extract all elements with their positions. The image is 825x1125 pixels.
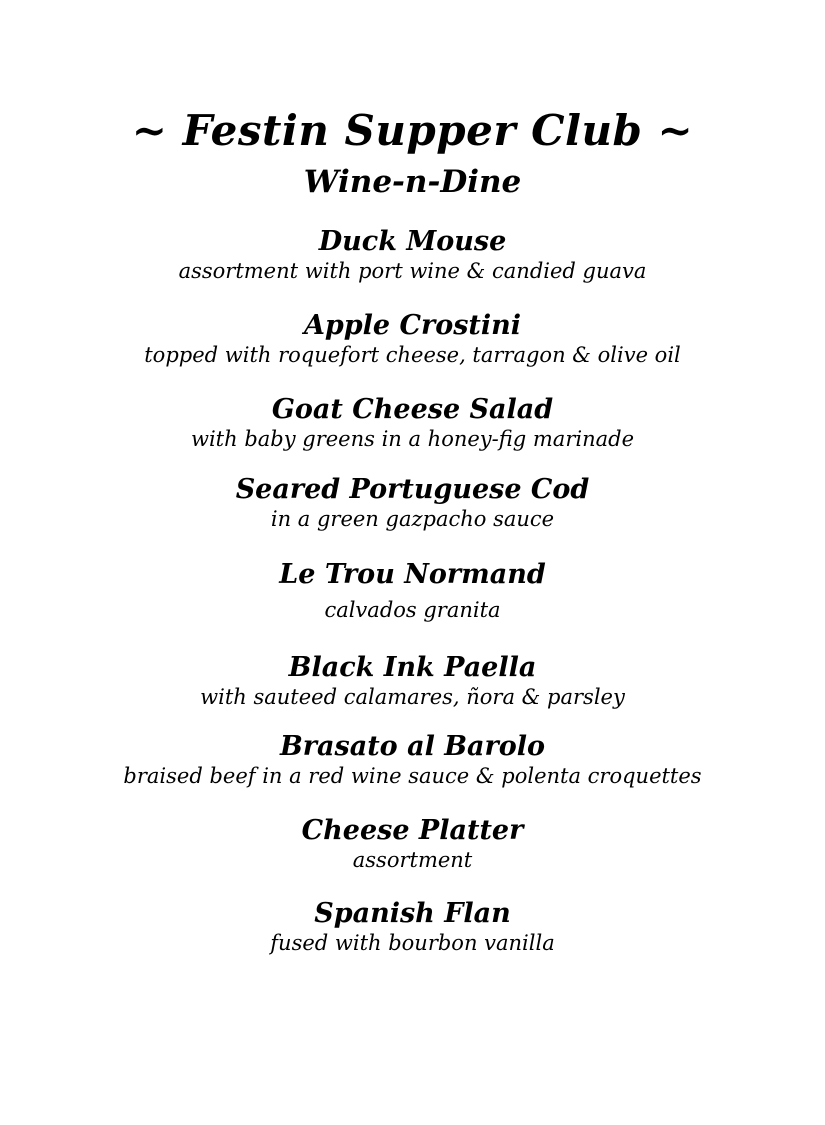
dish-name: Le Trou Normand	[279, 559, 546, 590]
dish-name: Goat Cheese Salad	[271, 394, 554, 425]
menu-item-brasato-al-barolo	[0, 731, 825, 789]
menu-item-spanish-flan	[0, 898, 825, 956]
dish-description: braised beef in a red wine sauce & polenta croquettes	[123, 764, 702, 788]
dish-description: fused with bourbon vanilla	[270, 931, 555, 955]
menu-subtitle: Wine-n-Dine	[303, 164, 522, 200]
dish-description: assortment with port wine & candied guava	[178, 259, 647, 283]
dish-description: with baby greens in a honey-fig marinade	[190, 427, 634, 451]
dish-name: Apple Crostini	[303, 310, 522, 341]
dish-description: assortment	[352, 848, 473, 872]
menu-item-cheese-platter	[0, 815, 825, 873]
dish-name: Brasato al Barolo	[279, 731, 546, 762]
dish-description: with sauteed calamares, ñora & parsley	[200, 685, 625, 709]
menu-item-duck-mouse	[0, 226, 825, 284]
menu-item-seared-portuguese-cod	[0, 474, 825, 532]
menu-item-black-ink-paella	[0, 652, 825, 710]
dish-description: topped with roquefort cheese, tarragon & olive oil	[144, 343, 681, 367]
menu-title: ~ Festin Supper Club ~	[131, 106, 694, 155]
dish-name: Seared Portuguese Cod	[235, 474, 590, 505]
dish-name: Black Ink Paella	[288, 652, 537, 683]
menu-item-goat-cheese-salad	[0, 394, 825, 452]
dish-name: Duck Mouse	[318, 226, 507, 257]
dish-description: calvados granita	[324, 598, 501, 622]
dish-name: Spanish Flan	[314, 898, 511, 929]
menu-item-apple-crostini	[0, 310, 825, 368]
menu-item-le-trou-normand	[0, 559, 825, 623]
dish-description: in a green gazpacho sauce	[270, 507, 555, 531]
dish-name: Cheese Platter	[301, 815, 524, 846]
